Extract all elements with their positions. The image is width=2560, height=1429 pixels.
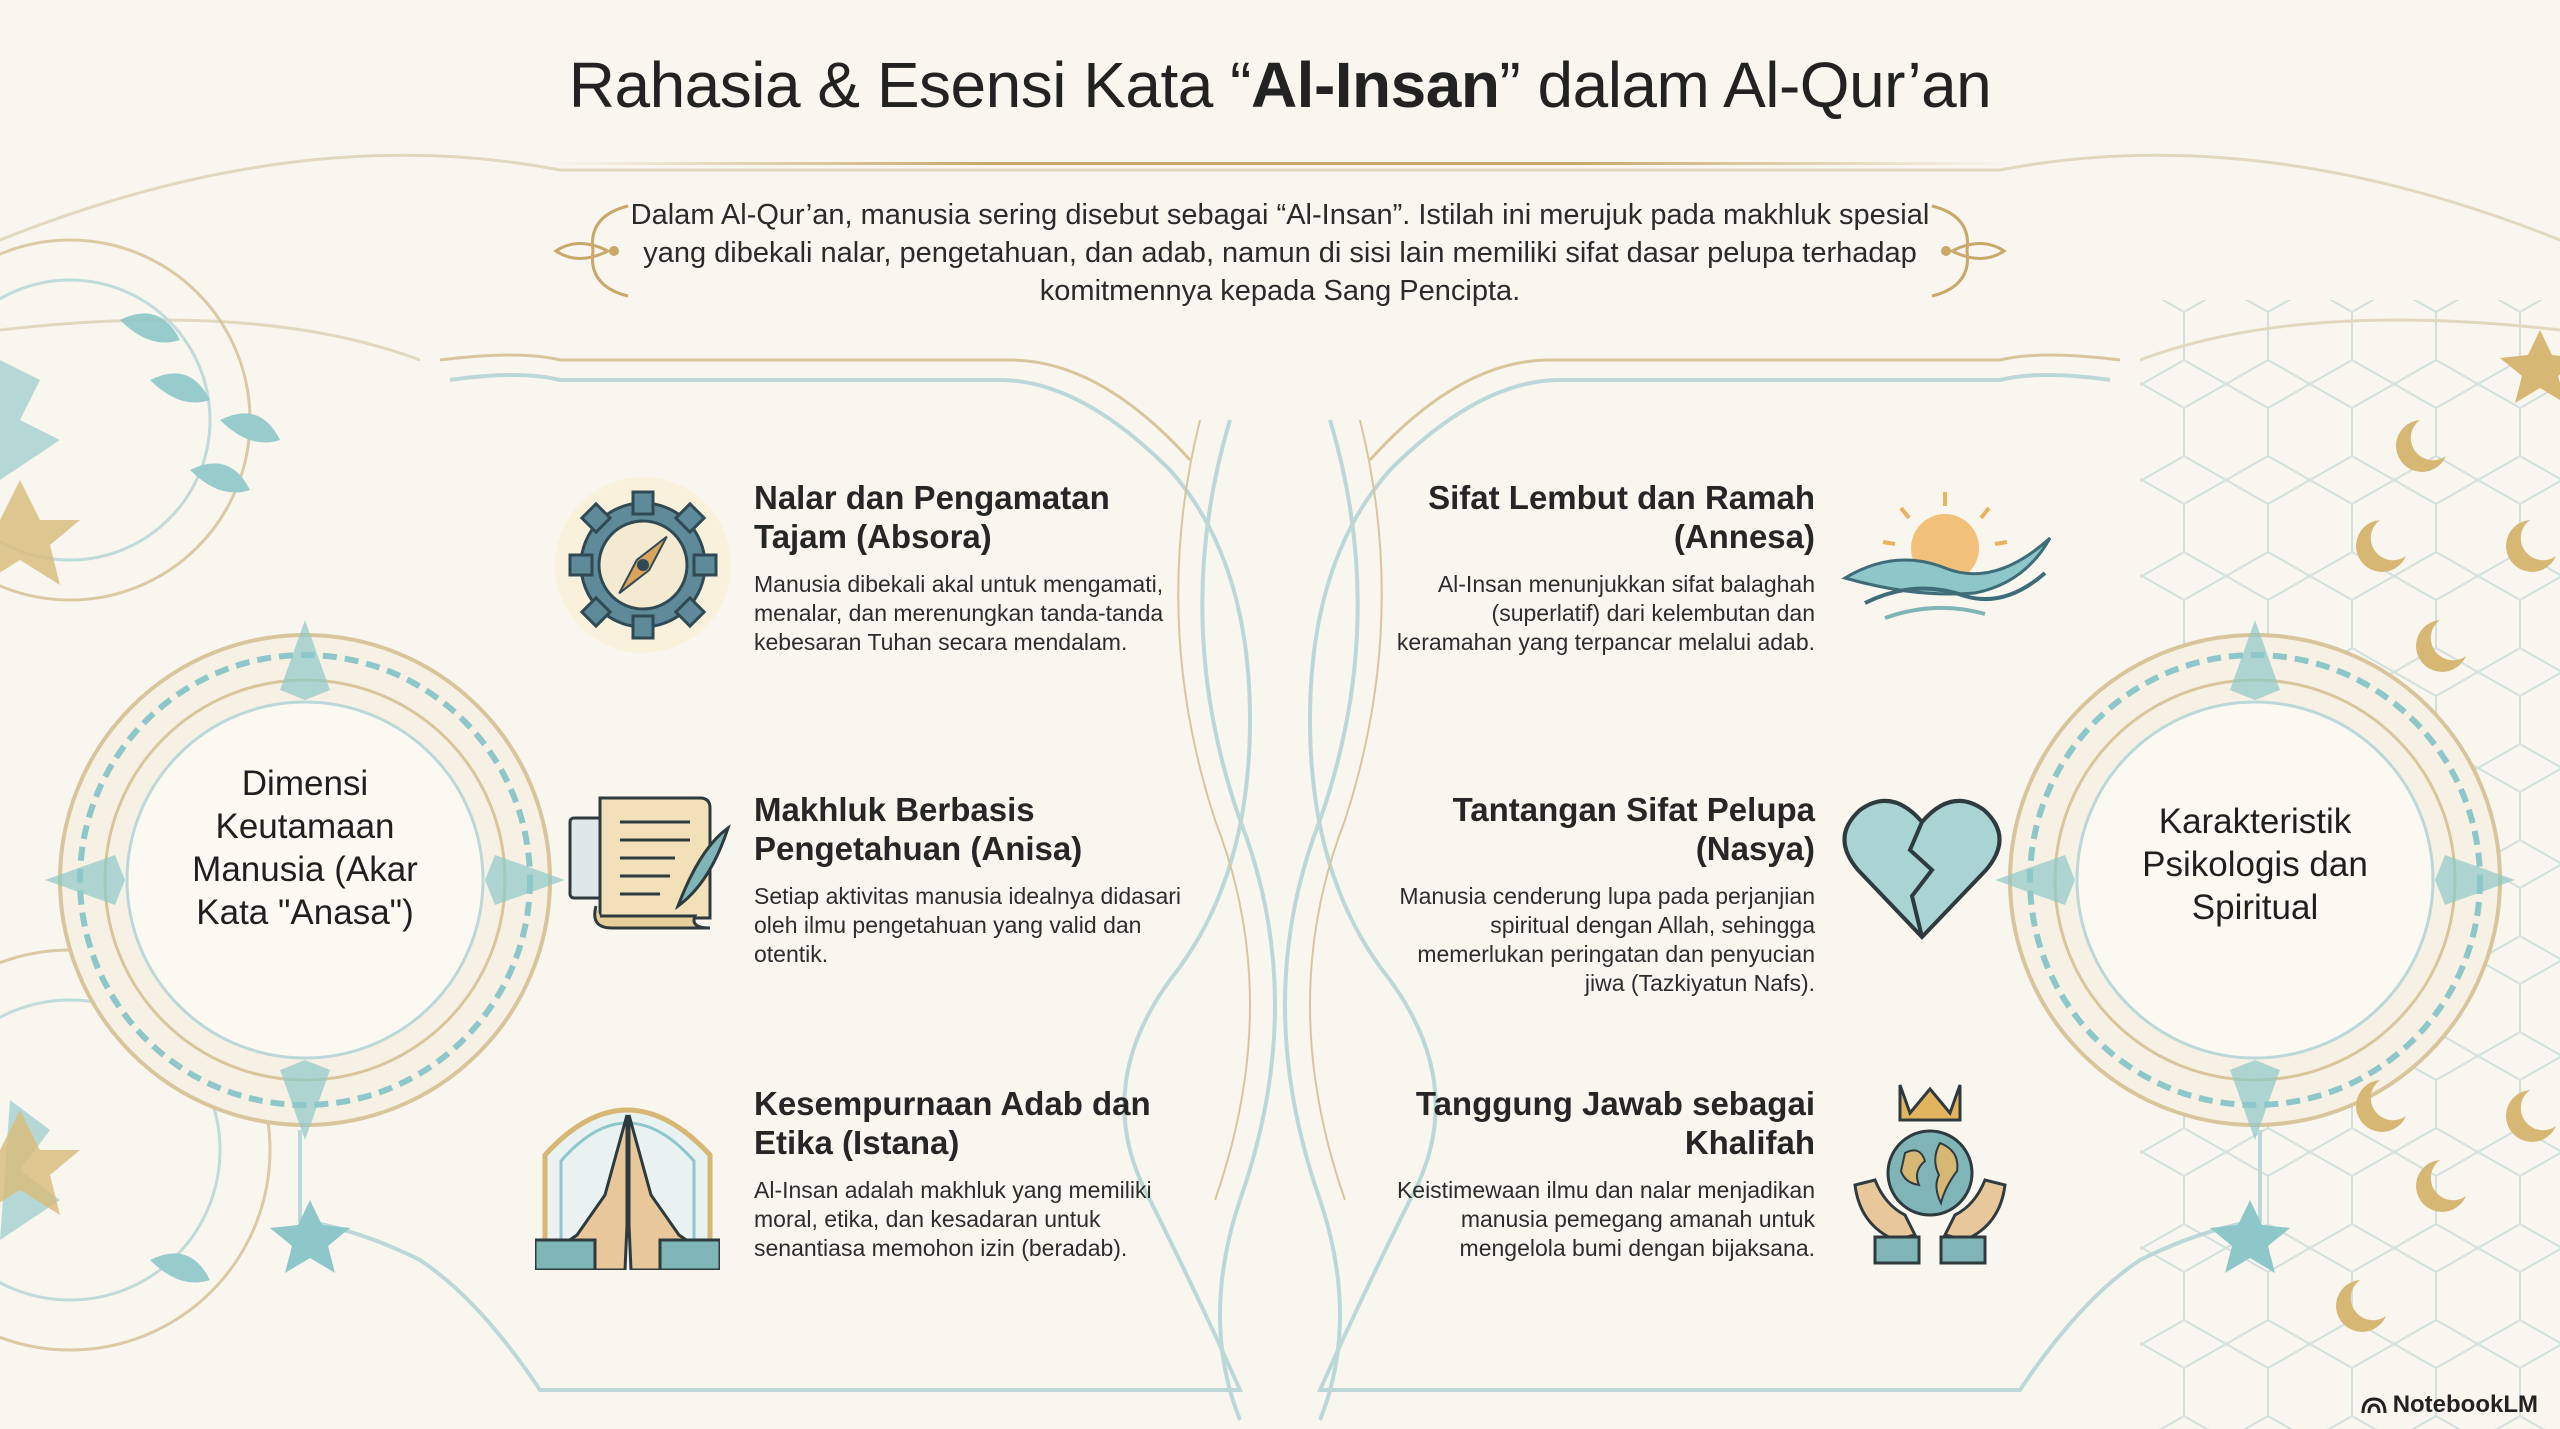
left-item-2-title: Makhluk Berbasis Pengetahuan (Anisa) xyxy=(754,791,1083,867)
page-title: Rahasia & Esensi Kata “Al-Insan” dalam Al-Qur’an xyxy=(568,49,1992,121)
globe-hands-icon xyxy=(1845,1075,2015,1270)
praying-hands-icon xyxy=(535,1075,720,1270)
left-item-3 xyxy=(754,1084,1194,1263)
notebooklm-brand: NotebookLM xyxy=(2361,1391,2538,1419)
left-item-1-title: Nalar dan Pengamatan Tajam (Absora) xyxy=(754,479,1110,555)
left-item-1-text: Manusia dibekali akal untuk mengamati, menalar, dan merenungkan tanda-tanda kebesaran Tuhan secara mendalam. xyxy=(754,571,1164,655)
left-hub-label: Dimensi Keutamaan Manusia (Akar Kata "Anasa") xyxy=(192,764,418,932)
left-item-3-text: Al-Insan adalah makhluk yang memiliki moral, etika, dan kesadaran untuk senantiasa memohon izin (beradab). xyxy=(754,1177,1152,1261)
right-item-2-title: Tantangan Sifat Pelupa (Nasya) xyxy=(1452,791,1815,867)
right-ornament-icon xyxy=(1922,196,2012,306)
sun-wave-icon xyxy=(1835,488,2055,623)
intro-text: Dalam Al-Qur’an, manusia sering disebut sebagai “Al-Insan”. Istilah ini merujuk pada makhluk spesial yang dibekali nalar, pengetahuan, dan adab, namun di sisi lain memiliki sifat dasar pelupa terhadap komitmennya kepada Sang Pencipta. xyxy=(630,199,1930,307)
right-item-1-title: Sifat Lembut dan Ramah (Annesa) xyxy=(1428,479,1815,555)
scroll-quill-icon xyxy=(560,788,735,938)
title-divider xyxy=(548,162,2012,165)
notebooklm-logo-icon xyxy=(2361,1395,2387,1415)
right-hub-label: Karakteristik Psikologis dan Spiritual xyxy=(2142,802,2368,927)
right-item-1-text: Al-Insan menunjukkan sifat balaghah (superlatif) dari kelembutan dan keramahan yang terpancar melalui adab. xyxy=(1396,571,1815,655)
compass-gear-icon xyxy=(548,470,738,660)
right-item-2-text: Manusia cenderung lupa pada perjanjian spiritual dengan Allah, sehingga memerlukan peringatan dan penyucian jiwa (Tazkiyatun Nafs). xyxy=(1399,883,1815,996)
right-item-3-text: Keistimewaan ilmu dan nalar menjadikan manusia pemegang amanah untuk mengelola bumi dengan bijaksana. xyxy=(1396,1177,1815,1261)
left-item-2 xyxy=(754,790,1194,969)
right-item-1 xyxy=(1380,478,1815,657)
right-item-3 xyxy=(1370,1084,1815,1263)
right-item-2 xyxy=(1380,790,1815,998)
left-item-3-title: Kesempurnaan Adab dan Etika (Istana) xyxy=(754,1085,1151,1161)
broken-heart-icon xyxy=(1840,792,2005,942)
left-item-2-text: Setiap aktivitas manusia idealnya didasari oleh ilmu pengetahuan yang valid dan otentik. xyxy=(754,883,1182,967)
left-item-1 xyxy=(754,478,1194,657)
right-item-3-title: Tanggung Jawab sebagai Khalifah xyxy=(1415,1085,1815,1161)
